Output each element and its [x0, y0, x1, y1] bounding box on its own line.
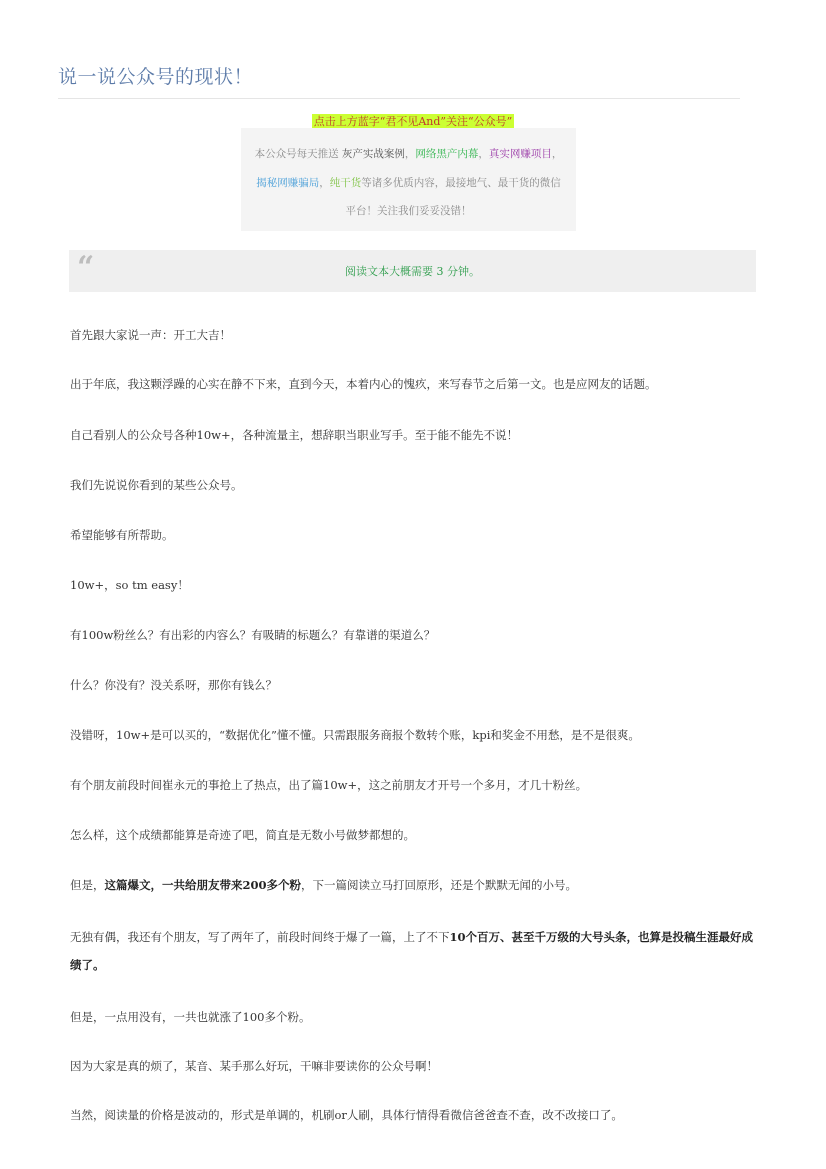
paragraph-12	[70, 871, 760, 899]
quote-icon: “	[77, 250, 95, 285]
reading-time-text: 阅读文本大概需要 3 分钟。	[345, 265, 480, 278]
paragraph-13-bold: 10个百万、甚至千万级的大号头条，也算是投稿生涯最好成绩了。	[70, 930, 754, 972]
intro-tail: 等诸多优质内容，最接地气、最干货的微信平台！关注我们妥妥没错！	[345, 176, 561, 217]
paragraph-12-bold: 这篇爆文，一共给朋友带来200多个粉	[104, 878, 302, 892]
paragraph-5: 希望能够有所帮助。	[70, 528, 174, 542]
intro-text: 本公众号每天推送	[254, 148, 342, 160]
intro-highlight-scam: 揭秘网赚骗局	[256, 176, 320, 189]
intro-highlight-dry: 纯干货	[329, 176, 362, 189]
paragraph-13-start: 无独有偶，我还有个朋友，写了两年了，前段时间终于爆了一篇，上了不下	[70, 930, 450, 944]
paragraph-4: 我们先说说你看到的某些公众号。	[70, 478, 243, 492]
intro-highlight-inside: 网络黑产内幕	[415, 148, 479, 160]
paragraph-3: 自己看别人的公众号各种10w+，各种流量主，想辞职当职业写手。至于能不能先不说！	[70, 428, 519, 442]
paragraph-12-end: ，下一篇阅读立马打回原形，还是个默默无闻的小号。	[301, 878, 578, 892]
promo-banner	[0, 110, 826, 129]
intro-highlight-project: 真实网赚项目	[488, 148, 552, 160]
intro-separator: ，	[404, 148, 416, 160]
reading-time-quote	[69, 250, 756, 292]
promo-text[interactable]: 点击上方蓝字“君不见And”关注“公众号”	[313, 115, 513, 128]
paragraph-6: 10w+，so tm easy！	[70, 578, 189, 592]
paragraph-8: 什么？你没有？没关系呀，那你有钱么？	[70, 678, 277, 692]
paragraph-11: 怎么样，这个成绩都能算是奇迹了吧，简直是无数小号做梦都想的。	[70, 828, 415, 842]
article-title: 说一说公众号的现状！	[58, 66, 254, 88]
paragraph-10: 有个朋友前段时间崔永元的事抢上了热点，出了篇10w+，这之前朋友才开号一个多月，才几十粉丝。	[70, 778, 588, 792]
intro-separator: ，	[319, 176, 330, 189]
paragraph-1: 首先跟大家说一声：开工大吉！	[70, 328, 231, 342]
intro-box	[241, 128, 576, 231]
paragraph-12-start: 但是，	[70, 878, 105, 892]
intro-separator: ，	[551, 148, 563, 160]
paragraph-16: 当然，阅读量的价格是波动的，形式是单调的，机刷or人刷，具体行情得看微信爸爸查不查，改不改接口了。	[70, 1108, 623, 1122]
paragraph-2: 出于年底，我这颗浮躁的心实在静不下来，直到今天，本着内心的愧疚，来写春节之后第一文。也是应网友的话题。	[70, 377, 657, 391]
paragraph-15: 因为大家是真的烦了，某音、某手那么好玩，干嘛非要读你的公众号啊！	[70, 1059, 438, 1073]
paragraph-13	[70, 923, 760, 979]
paragraph-14: 但是，一点用没有，一共也就涨了100多个粉。	[70, 1010, 311, 1024]
intro-separator: ，	[478, 148, 489, 160]
paragraph-7: 有100w粉丝么？有出彩的内容么？有吸睛的标题么？有靠谱的渠道么？	[70, 628, 436, 642]
paragraph-9: 没错呀，10w+是可以买的，“数据优化”懂不懂。只需跟服务商报个数转个账，kpi和奖金不用愁，是不是很爽。	[70, 728, 640, 742]
title-divider	[58, 98, 740, 99]
intro-highlight-case: 灰产实战案例	[341, 148, 405, 160]
